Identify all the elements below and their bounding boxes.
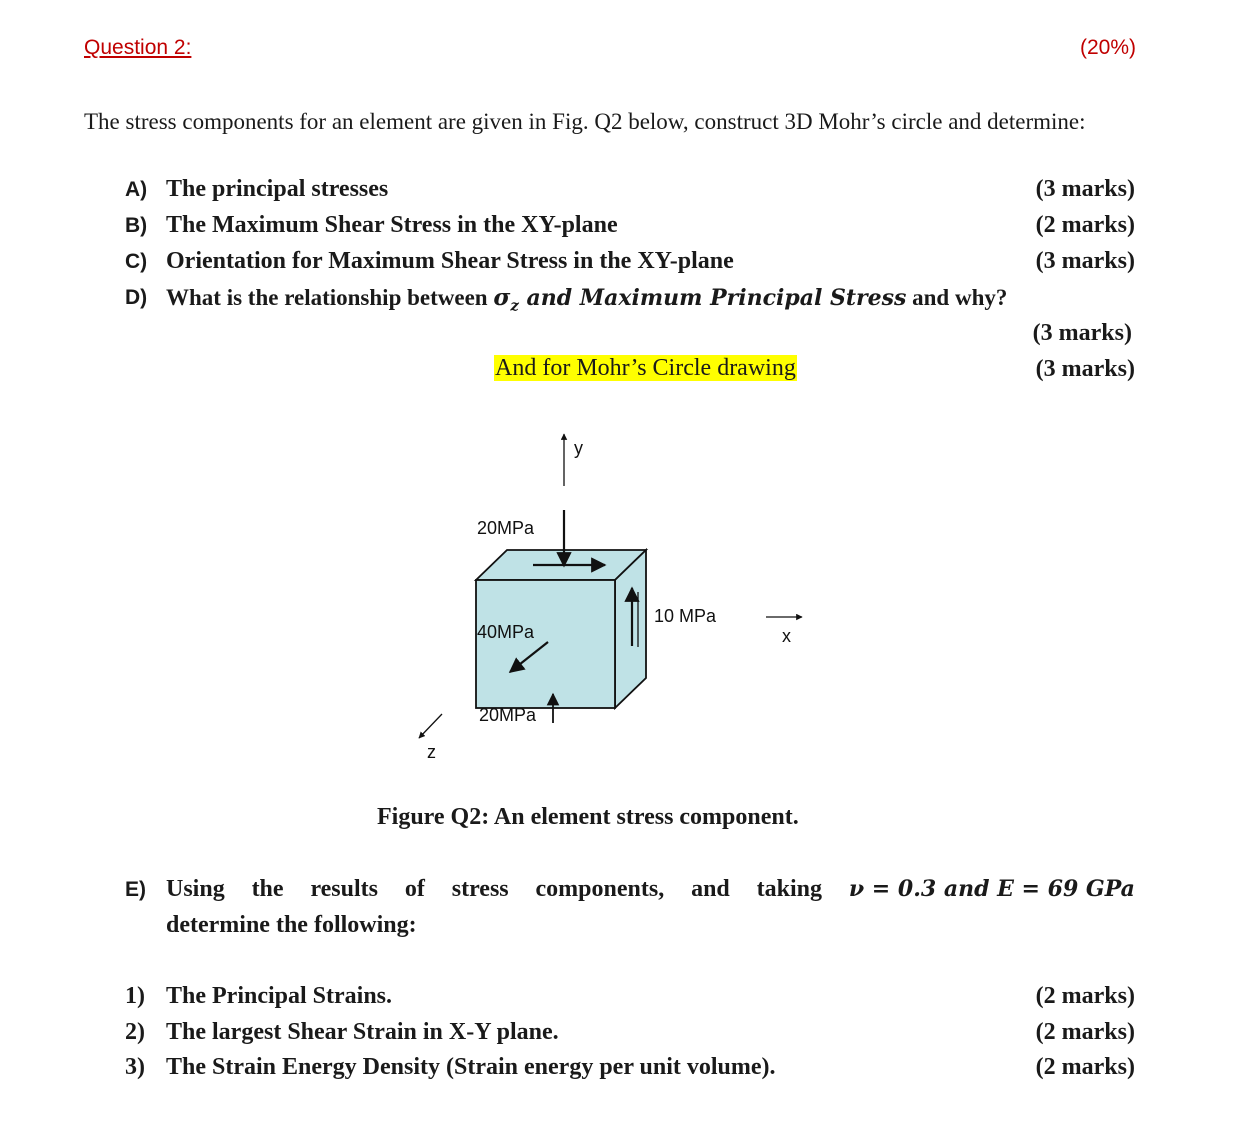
mohr-drawing-text: And for Mohr’s Circle drawing — [495, 355, 796, 381]
item-c-label: C) — [125, 250, 148, 273]
sub-item-3-text: The Strain Energy Density (Strain energy per unit volume). — [166, 1054, 776, 1080]
item-b-text: The Maximum Shear Stress in the XY-plane — [166, 212, 618, 238]
part-e-word: stress — [451, 876, 509, 902]
intro-paragraph: The stress components for an element are given in Fig. Q2 below, construct 3D Mohr’s circle and determine: — [84, 109, 1086, 134]
front-stress-label: 40MPa — [477, 622, 535, 642]
x-axis-label: x — [782, 626, 791, 646]
part-e-math: ν = 0.3 and E = 69 GPa — [848, 876, 1135, 902]
part-e-label: E) — [125, 878, 146, 901]
sub-item-2-label: 2) — [125, 1019, 145, 1045]
sigma-subscript: z — [510, 296, 519, 315]
item-d-label: D) — [125, 286, 148, 309]
right-stress-label: 10 MPa — [654, 606, 717, 626]
item-b-label: B) — [125, 214, 148, 237]
sigma-symbol: σ — [493, 284, 511, 311]
sub-item-1-text: The Principal Strains. — [166, 983, 393, 1009]
item-d-text-before: What is the relationship between — [166, 285, 494, 310]
item-a-text: The principal stresses — [166, 176, 389, 202]
sub-item-3-label: 3) — [125, 1054, 145, 1080]
sub-item-3-marks: (2 marks) — [1035, 1054, 1135, 1080]
part-e-word: and — [691, 876, 730, 902]
item-c-text: Orientation for Maximum Shear Stress in the XY-plane — [166, 248, 734, 274]
question-weight: (20%) — [1079, 36, 1136, 59]
item-d-text-after: and why? — [906, 285, 1008, 310]
part-e-line1 — [166, 876, 1135, 903]
part-e-line2: determine the following: — [166, 912, 417, 938]
part-e-word: components, — [535, 876, 665, 902]
question-title: Question 2: — [84, 36, 192, 59]
y-axis-label: y — [574, 438, 583, 458]
part-e-word: of — [404, 876, 425, 902]
figure-caption: Figure Q2: An element stress component. — [377, 804, 799, 830]
part-e-word: the — [251, 876, 284, 902]
z-axis-arrow — [419, 714, 442, 738]
sub-item-1-marks: (2 marks) — [1035, 983, 1135, 1009]
z-axis-label: z — [427, 742, 436, 762]
sub-item-2-marks: (2 marks) — [1035, 1019, 1135, 1045]
sub-item-2-text: The largest Shear Strain in X-Y plane. — [166, 1019, 559, 1045]
item-d-marks: (3 marks) — [1032, 320, 1132, 346]
item-c-marks: (3 marks) — [1035, 248, 1135, 274]
item-a-label: A) — [125, 178, 148, 201]
mohr-drawing-note — [494, 355, 797, 382]
item-d-text — [166, 284, 1007, 315]
bottom-stress-label: 20MPa — [479, 705, 537, 725]
part-e-word: taking — [756, 876, 822, 902]
item-d-math-phrase: and Maximum Principal Stress — [518, 285, 907, 311]
part-e-word: Using — [166, 876, 225, 902]
mohr-drawing-marks: (3 marks) — [1035, 356, 1135, 382]
part-e-word: results — [310, 876, 378, 902]
stress-element-figure — [400, 420, 820, 780]
item-a-marks: (3 marks) — [1035, 176, 1135, 202]
top-stress-label: 20MPa — [477, 518, 535, 538]
sub-item-1-label: 1) — [125, 983, 145, 1009]
item-b-marks: (2 marks) — [1035, 212, 1135, 238]
